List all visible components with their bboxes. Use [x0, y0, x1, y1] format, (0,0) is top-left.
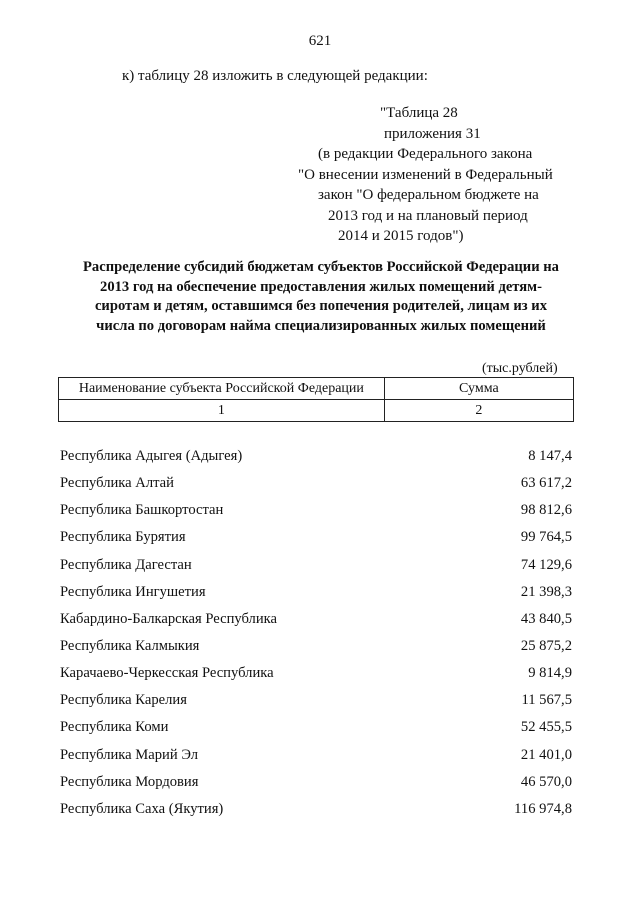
subject-amount: 63 617,2 [520, 475, 572, 492]
subject-name: Республика Ингушетия [60, 583, 206, 600]
caption-line: 2014 и 2015 годов") [338, 228, 464, 244]
subject-name: Республика Мордовия [60, 773, 199, 790]
table-row [60, 769, 572, 796]
subject-name: Карачаево-Черкесская Республика [60, 665, 274, 682]
subject-name: Республика Карелия [60, 692, 187, 709]
heading-line: 2013 год на обеспечение предоставления жилых помещений детям- [100, 278, 542, 295]
subject-amount: 74 129,6 [520, 556, 572, 573]
subject-amount: 43 840,5 [520, 610, 572, 627]
subject-amount: 25 875,2 [520, 637, 572, 654]
table-row [60, 443, 572, 470]
caption-line: "Таблица 28 [380, 105, 458, 121]
table-row [60, 714, 572, 741]
subject-name: Республика Саха (Якутия) [60, 800, 224, 817]
subject-name: Республика Калмыкия [60, 637, 200, 654]
table-header [58, 377, 574, 422]
data-rows [60, 443, 572, 823]
subject-name: Республика Адыгея (Адыгея) [60, 448, 243, 464]
caption-line: закон "О федеральном бюджете на [318, 187, 539, 203]
subject-name: Республика Бурятия [60, 529, 186, 546]
header-subject-name: Наименование субъекта Российской Федерации [59, 378, 385, 400]
header-row [59, 378, 574, 400]
subject-amount: 99 764,5 [520, 529, 572, 546]
document-heading [60, 258, 582, 336]
heading-line: Распределение субсидий бюджетам субъектов Российской Федерации на [83, 259, 559, 275]
table-row [60, 552, 572, 579]
subject-amount: 8 147,4 [528, 448, 572, 464]
column-number-row [59, 400, 574, 422]
subject-amount: 9 814,9 [528, 665, 572, 682]
subject-amount: 116 974,8 [514, 800, 572, 817]
subject-name: Кабардино-Балкарская Республика [60, 610, 277, 627]
units-label: (тыс.рублей) [482, 361, 558, 376]
subject-name: Республика Дагестан [60, 556, 192, 573]
table-row [60, 470, 572, 497]
table-row [60, 742, 572, 769]
caption-line: приложения 31 [384, 125, 481, 142]
table-row [60, 497, 572, 524]
heading-line: сиротам и детям, оставшимся без попечения родителей, лицам из их [94, 298, 548, 314]
table-row [60, 524, 572, 551]
subject-amount: 21 401,0 [520, 746, 572, 763]
subject-name: Республика Коми [60, 719, 169, 736]
table-row [60, 606, 572, 633]
table-row [60, 579, 572, 606]
subject-name: Республика Башкортостан [60, 502, 224, 519]
table-row [60, 633, 572, 660]
table-row [60, 796, 572, 823]
caption-line: "О внесении изменений в Федеральный [298, 166, 553, 183]
subject-amount: 11 567,5 [521, 692, 572, 709]
subject-amount: 98 812,6 [520, 502, 572, 519]
column-number-2: 2 [384, 400, 573, 422]
heading-line: числа по договорам найма специализированных жилых помещений [96, 317, 546, 334]
table-row [60, 687, 572, 714]
subject-name: Республика Марий Эл [60, 746, 199, 763]
caption-line: (в редакции Федерального закона [318, 146, 533, 162]
table-caption [290, 103, 610, 247]
subject-name: Республика Алтай [60, 475, 174, 492]
header-amount: Сумма [384, 378, 573, 400]
subject-amount: 21 398,3 [520, 583, 572, 600]
subject-amount: 46 570,0 [520, 773, 572, 790]
column-number-1: 1 [59, 400, 385, 422]
subject-amount: 52 455,5 [520, 719, 572, 736]
page-number: 621 [308, 33, 332, 49]
table-row [60, 660, 572, 687]
intro-line: к) таблицу 28 изложить в следующей редакции: [122, 68, 428, 84]
caption-line: 2013 год и на плановый период [328, 207, 528, 224]
